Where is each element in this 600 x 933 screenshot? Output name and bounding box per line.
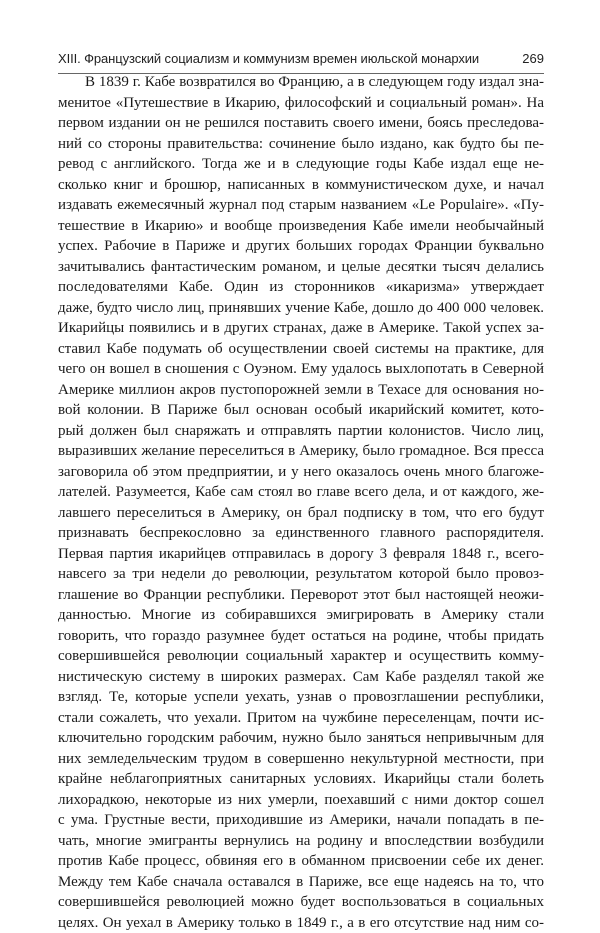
text-line: целях. Он уехал в Америку только в 1849 г., а в его отсутствие над ним со- xyxy=(58,913,544,933)
text-line: последователями Кабе. Один из сторонников «икаризма» утверждает xyxy=(58,277,544,298)
text-line: данностью. Многие из собиравшихся эмигрировать в Америку стали xyxy=(58,605,544,626)
text-line: ний со стороны правительства: сочинение было издано, как будто бы пе- xyxy=(58,134,544,155)
text-line: успех. Рабочие в Париже и других больших городах Франции буквально xyxy=(58,236,544,257)
text-line: Америке миллион акров пустопорожней земли в Техасе для основания но- xyxy=(58,380,544,401)
text-line: говорить, что гораздо разумнее будет остаться на родине, чтобы придать xyxy=(58,626,544,647)
text-line: лавшего переселиться в Америку, он брал подписку в том, что его будут xyxy=(58,503,544,524)
text-line: с ума. Грустные вести, приходившие из Америки, начали попадать в пе- xyxy=(58,810,544,831)
text-line: Первая партия икарийцев отправилась в дорогу 3 февраля 1848 г., всего- xyxy=(58,544,544,565)
text-line: стали сожалеть, что уехали. Притом на чужбине переселенцам, почти ис- xyxy=(58,708,544,729)
text-line: нистическую систему в широких размерах. Сам Кабе разделял такой же xyxy=(58,667,544,688)
text-line: навсего за три недели до революции, результатом которой было провоз- xyxy=(58,564,544,585)
text-line: зачитывались фантастическим романом, и целые десятки тысяч делались xyxy=(58,257,544,278)
text-line: издавать ежемесячный журнал под старым названием «Le Populaire». «Пу- xyxy=(58,195,544,216)
text-line: ставил Кабе подумать об осуществлении своей системы на практике, для xyxy=(58,339,544,360)
text-line: взгляд. Те, которые успели уехать, узнав о провозглашении республики, xyxy=(58,687,544,708)
chapter-title: XIII. Французский социализм и коммунизм времен июльской монархии xyxy=(58,51,479,66)
text-line: рый должен был снаряжать и отправлять партии колонистов. Число лиц, xyxy=(58,421,544,442)
text-line: сколько книг и брошюр, написанных в коммунистическом духе, и начал xyxy=(58,175,544,196)
text-line: Икарийцы появились и в других странах, даже в Америке. Такой успех за- xyxy=(58,318,544,339)
page-number: 269 xyxy=(522,51,544,66)
text-line: менитое «Путешествие в Икарию, философский и социальный роман». На xyxy=(58,93,544,114)
text-line: них земледельческим трудом в совершенно некультурной местности, при xyxy=(58,749,544,770)
text-line: Между тем Кабе сначала оставался в Париже, все еще надеясь на то, что xyxy=(58,872,544,893)
text-line: В 1839 г. Кабе возвратился во Францию, а в следующем году издал зна- xyxy=(58,72,544,93)
text-line: совершившейся революции социальный характер и осуществить комму- xyxy=(58,646,544,667)
text-line: первом издании он не решился поставить своего имени, боясь преследова- xyxy=(58,113,544,134)
text-line: признавать беспрекословно за единственного главного распорядителя. xyxy=(58,523,544,544)
text-line: ключительно городским рабочим, нужно было заняться непривычным для xyxy=(58,728,544,749)
text-line: крайне неблагоприятных санитарных условиях. Икарийцы стали болеть xyxy=(58,769,544,790)
text-line: глашение во Франции республики. Переворот этот был настоящей неожи- xyxy=(58,585,544,606)
text-line: лателей. Разумеется, Кабе сам стоял во главе всего дела, и от каждого, же- xyxy=(58,482,544,503)
text-line: против Кабе процесс, обвиняя его в обманном присвоении себе их денег. xyxy=(58,851,544,872)
text-line: выразивших желание переселиться в Америку, было громадное. Вся пресса xyxy=(58,441,544,462)
body-text xyxy=(58,72,544,933)
text-line: чего он вошел в сношения с Оуэном. Ему удалось выхлопотать в Северной xyxy=(58,359,544,380)
text-line: ревод с английского. Тогда же и в следующие годы Кабе издал еще не- xyxy=(58,154,544,175)
text-line: совершившейся революцией можно будет воспользоваться в социальных xyxy=(58,892,544,913)
text-line: заговорила об этом предприятии, и у него оказалось очень много благоже- xyxy=(58,462,544,483)
text-line: тешествие в Икарию» и вообще произведения Кабе имели необычайный xyxy=(58,216,544,237)
text-line: чать, многие эмигранты вернулись на родину и впоследствии возбудили xyxy=(58,831,544,852)
text-line: лихорадкою, некоторые из них умерли, поехавший с ними доктор сошел xyxy=(58,790,544,811)
running-head xyxy=(58,51,544,66)
text-line: вой колонии. В Париже был основан особый икарийский комитет, кото- xyxy=(58,400,544,421)
text-line: даже, будто число лиц, принявших учение Кабе, дошло до 400 000 человек. xyxy=(58,298,544,319)
